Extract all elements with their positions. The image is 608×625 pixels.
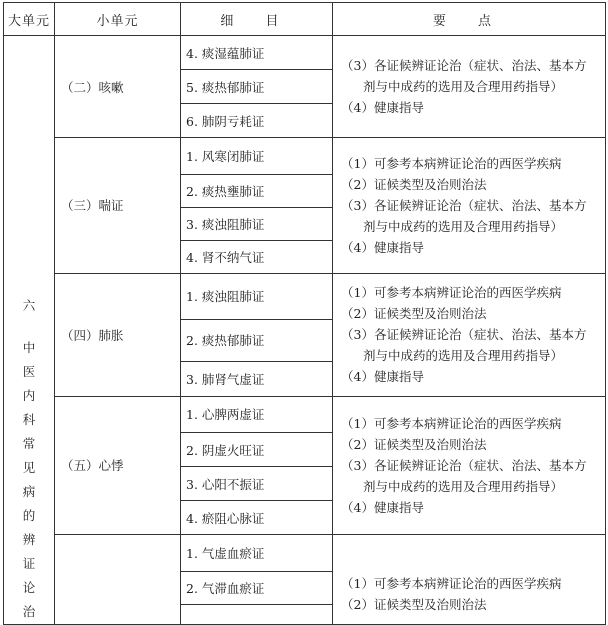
header-item: 细 目 <box>181 3 333 36</box>
key-point-line: （1）可参考本病辨证论治的西医学疾病 <box>341 576 562 592</box>
key-point-line: （3）各证候辨证论治（症状、治法、基本方 <box>341 457 587 473</box>
key-point-line: （2）证候类型及治则治法 <box>341 597 487 613</box>
item-cell: 3. 肺肾气虚证 <box>181 361 333 396</box>
item-cell: 6. 肺阴亏耗证 <box>181 104 333 138</box>
major-unit-char: 科 <box>22 412 36 427</box>
major-unit-char: 中 <box>22 340 36 355</box>
key-point-line: （3）各证候辨证论治（症状、治法、基本方 <box>341 197 587 213</box>
key-point-line: （4）健康指导 <box>341 369 424 385</box>
key-point-line: （2）证候类型及治则治法 <box>341 306 487 322</box>
key-point-line: （4）健康指导 <box>341 239 424 255</box>
major-unit-char: 论 <box>22 580 36 595</box>
major-unit-char: 治 <box>22 604 36 619</box>
key-points-cell <box>333 535 606 625</box>
key-point-line: （4）健康指导 <box>341 499 424 515</box>
item-cell: 2. 气滞血瘀证 <box>181 572 333 605</box>
item-cell: 2. 阴虚火旺证 <box>181 433 333 467</box>
minor-unit-cell: （四）肺胀 <box>55 273 181 396</box>
minor-unit-cell: （三）喘证 <box>55 138 181 274</box>
key-point-line: （2）证候类型及治则治法 <box>341 436 487 452</box>
major-unit-char: 常 <box>22 436 36 451</box>
syllabus-table <box>3 2 606 625</box>
major-unit-char: 辨 <box>22 532 36 547</box>
key-point-line: （3）各证候辨证论治（症状、治法、基本方 <box>341 327 587 343</box>
header-minor-unit: 小单元 <box>55 3 181 36</box>
item-cell: 1. 痰浊阻肺证 <box>181 273 333 319</box>
key-points-cell <box>333 396 606 535</box>
item-cell: 5. 痰热郁肺证 <box>181 70 333 104</box>
key-points-cell <box>333 138 606 274</box>
item-cell: 2. 痰热壅肺证 <box>181 174 333 207</box>
item-cell: 1. 心脾两虚证 <box>181 396 333 433</box>
minor-unit-cell <box>55 535 181 625</box>
key-point-line: （1）可参考本病辨证论治的西医学疾病 <box>341 415 562 431</box>
minor-unit-cell: （二）咳嗽 <box>55 36 181 138</box>
key-point-line: （2）证候类型及治则治法 <box>341 176 487 192</box>
header-major-unit: 大单元 <box>4 3 55 36</box>
major-unit-char: 内 <box>22 388 36 403</box>
item-cell: 3. 痰浊阻肺证 <box>181 207 333 240</box>
key-points-cell <box>333 273 606 396</box>
header-key-points: 要 点 <box>333 3 606 36</box>
major-unit-cell <box>4 36 55 625</box>
item-cell <box>181 605 333 625</box>
major-unit-number: 六 <box>22 298 36 313</box>
key-point-line: （4）健康指导 <box>341 100 424 115</box>
item-cell: 4. 瘀阻心脉证 <box>181 501 333 535</box>
table-row <box>4 273 606 319</box>
key-point-line: 剂与中成药的选用及合理用药指导） <box>363 348 564 364</box>
minor-unit-cell: （五）心悸 <box>55 396 181 535</box>
key-points-cell <box>333 36 606 138</box>
header-row <box>4 3 606 36</box>
item-cell: 4. 肾不纳气证 <box>181 240 333 273</box>
key-point-line: 剂与中成药的选用及合理用药指导） <box>363 79 564 94</box>
item-cell: 1. 风寒闭肺证 <box>181 138 333 175</box>
table-row <box>4 396 606 433</box>
table-row <box>4 138 606 175</box>
item-cell: 2. 痰热郁肺证 <box>181 319 333 361</box>
item-cell: 4. 痰湿蕴肺证 <box>181 36 333 70</box>
key-point-line: 剂与中成药的选用及合理用药指导） <box>363 478 564 494</box>
major-unit-char: 病 <box>22 484 36 499</box>
major-unit-char: 医 <box>22 364 36 379</box>
table-row <box>4 535 606 572</box>
item-cell: 3. 心阳不振证 <box>181 467 333 501</box>
key-point-line: （1）可参考本病辨证论治的西医学疾病 <box>341 155 562 171</box>
item-cell: 1. 气虚血瘀证 <box>181 535 333 572</box>
key-point-line: （1）可参考本病辨证论治的西医学疾病 <box>341 285 562 301</box>
major-unit-char: 的 <box>22 508 36 523</box>
major-unit-char: 见 <box>22 460 36 475</box>
major-unit-char: 证 <box>22 556 36 571</box>
key-point-line: （3）各证候辨证论治（症状、治法、基本方 <box>341 58 587 73</box>
table-row <box>4 36 606 70</box>
key-point-line: 剂与中成药的选用及合理用药指导） <box>363 218 564 234</box>
